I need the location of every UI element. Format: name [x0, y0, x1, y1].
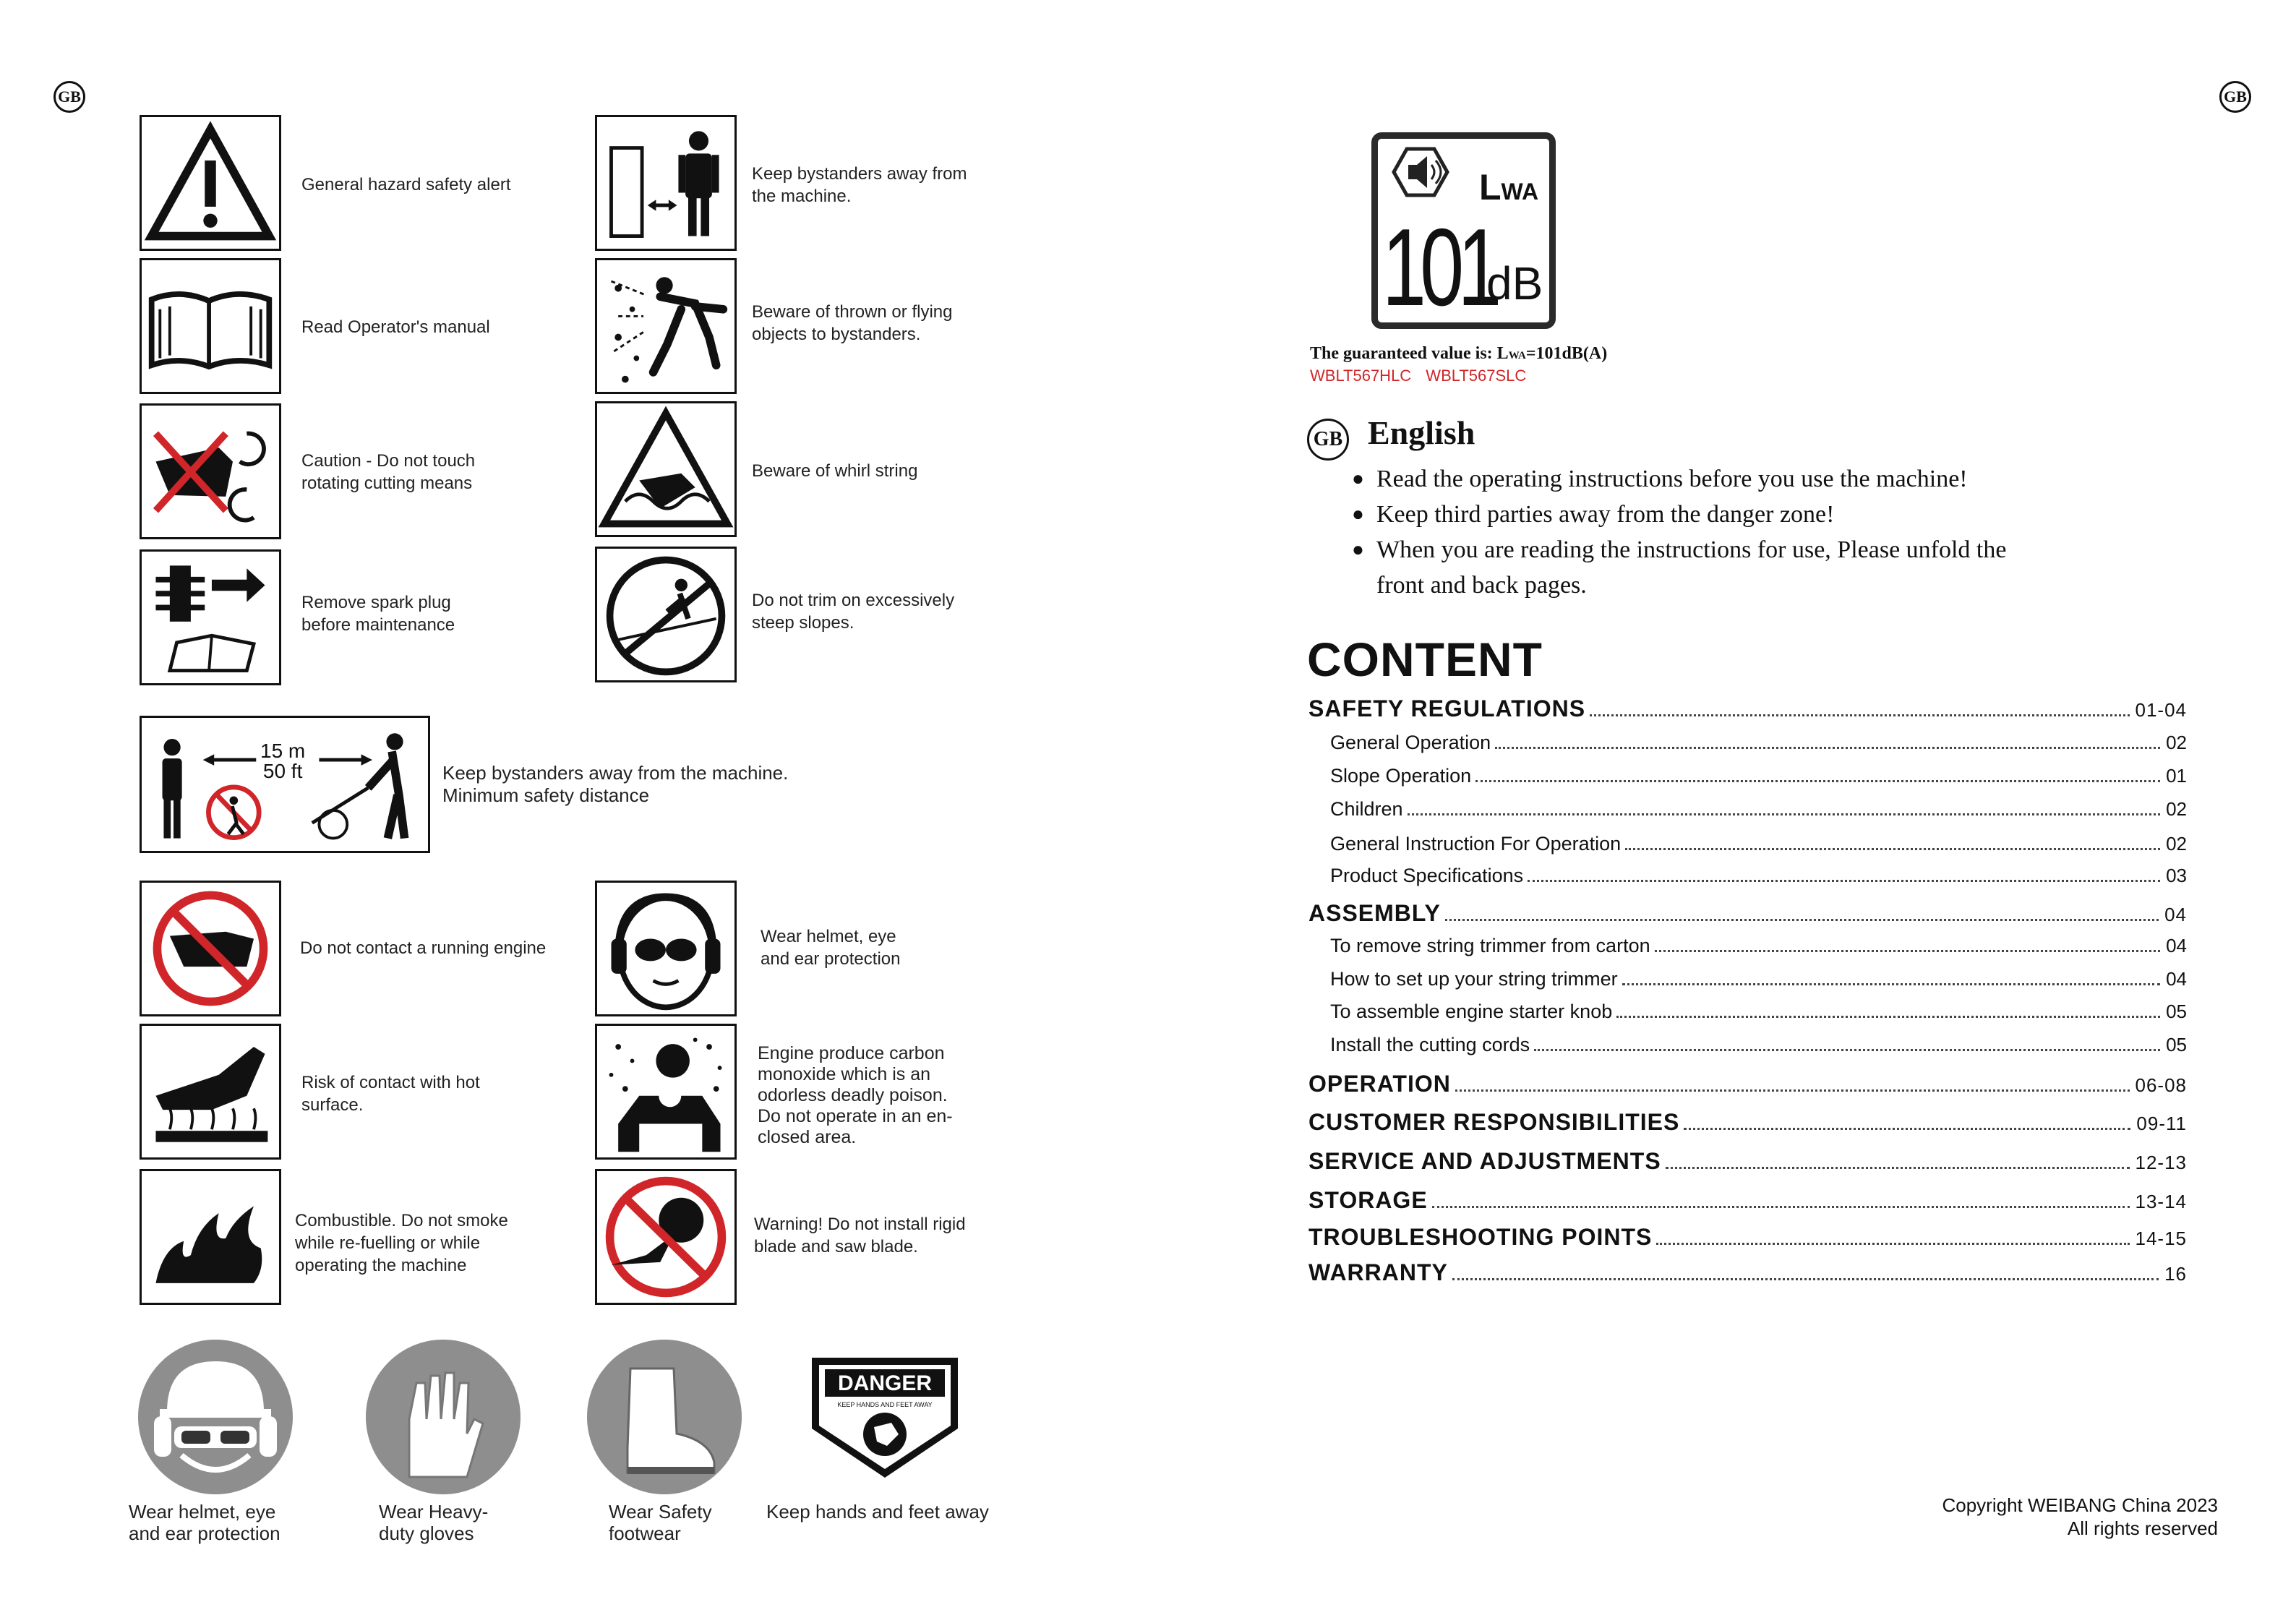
toc-page: 02 [2166, 798, 2187, 820]
toc-row [1308, 900, 2187, 927]
toc-row [1330, 732, 2187, 754]
toc-page: 12-13 [2135, 1152, 2187, 1173]
toc-title: CUSTOMER RESPONSIBILITIES [1308, 1109, 1680, 1135]
bullet-icon: ● [1352, 468, 1364, 490]
toc-page: 01 [2166, 765, 2187, 787]
instruction-item [1352, 532, 2006, 603]
danger-sign-subtitle: KEEP HANDS AND FEET AWAY [837, 1401, 933, 1408]
distance-feet: 50 ft [262, 760, 303, 782]
instruction-text: Read the operating instructions before you use the machine! [1376, 466, 1968, 492]
guaranteed-value [1310, 344, 1607, 364]
instruction-text: Keep third parties away from the danger zone! [1376, 501, 1835, 528]
toc-row [1330, 765, 2187, 787]
noise-level-badge [1371, 132, 1556, 329]
symbol-label: Engine produce carbon monoxide which is an odorless deadly poison. Do not operate in an en- closed area. [758, 1043, 953, 1147]
toc-page: 04 [2166, 968, 2187, 990]
toc-leader [1495, 747, 2160, 749]
language-badge: GB [1307, 419, 1349, 461]
instruction-item [1352, 461, 2006, 497]
gloves-icon [366, 1340, 521, 1494]
instruction-list [1352, 461, 2006, 603]
toc-title: To remove string trimmer from carton [1330, 935, 1650, 956]
symbol-label: General hazard safety alert [301, 175, 511, 194]
toc-title: How to set up your string trimmer [1330, 968, 1618, 990]
toc-row [1308, 1259, 2187, 1286]
toc-title: To assemble engine starter knob [1330, 1001, 1613, 1022]
flying-objects-icon [595, 258, 737, 394]
symbol-label: Remove spark plug before maintenance [301, 593, 455, 635]
toc-page: 09-11 [2136, 1113, 2187, 1134]
toc-row [1308, 695, 2187, 722]
lwa-letter: L [1479, 167, 1502, 207]
gb-badge-right: GB [2219, 81, 2251, 113]
guaranteed-suffix: =101dB(A) [1525, 344, 1608, 363]
ppe-label: Keep hands and feet away [766, 1501, 989, 1523]
toc-leader [1408, 813, 2161, 815]
no-contact-engine-icon [140, 881, 281, 1016]
toc-title: SERVICE AND ADJUSTMENTS [1308, 1148, 1661, 1174]
toc-page: 02 [2166, 732, 2187, 753]
toc-leader [1455, 1089, 2130, 1092]
toc-page: 04 [2164, 904, 2187, 925]
toc-row [1308, 1071, 2187, 1097]
toc-row [1330, 833, 2187, 855]
flame-icon [140, 1169, 281, 1305]
gb-badge-left: GB [53, 81, 85, 113]
symbol-label: Risk of contact with hot surface. [301, 1073, 480, 1115]
lwa-label [1479, 166, 1538, 208]
toc-page: 02 [2166, 833, 2187, 855]
toc-page: 14-15 [2135, 1228, 2187, 1249]
toc-leader [1475, 780, 2160, 782]
toc-row [1330, 865, 2187, 887]
symbol-label: Do not trim on excessively steep slopes. [752, 591, 955, 633]
instruction-item [1352, 497, 2006, 532]
toc-leader [1625, 848, 2160, 850]
toc-page: 05 [2166, 1001, 2187, 1022]
toc-row [1330, 1034, 2187, 1056]
danger-sign-title: DANGER [837, 1371, 933, 1395]
toc-row [1308, 1109, 2187, 1136]
toc-title: Product Specifications [1330, 865, 1524, 886]
symbol-label: Keep bystanders away from the machine. [752, 164, 967, 206]
safety-distance-icon [140, 716, 430, 853]
toc-leader [1452, 1278, 2159, 1280]
toc-leader [1622, 983, 2160, 985]
toc-title: SAFETY REGULATIONS [1308, 695, 1586, 721]
hot-surface-icon [140, 1024, 281, 1160]
lwa-subscript: WA [1501, 179, 1539, 205]
toc-row [1330, 1001, 2187, 1023]
toc-title: General Instruction For Operation [1330, 833, 1622, 855]
ppe-label: Wear helmet, eye and ear protection [129, 1501, 280, 1544]
no-saw-blade-icon [595, 1169, 737, 1305]
toc-title: OPERATION [1308, 1071, 1451, 1097]
toc-leader [1616, 1016, 2160, 1018]
content-title: CONTENT [1307, 633, 1543, 686]
toc-page: 05 [2166, 1034, 2187, 1055]
toc-title: WARRANTY [1308, 1259, 1448, 1285]
spark-plug-icon [140, 549, 281, 685]
symbol-label: Caution - Do not touch rotating cutting means [301, 451, 476, 493]
toc-title: Install the cutting cords [1330, 1034, 1530, 1055]
toc-title: General Operation [1330, 732, 1491, 753]
manual-book-icon [140, 258, 281, 394]
helmet-icon [138, 1340, 293, 1494]
danger-sign-icon [808, 1353, 962, 1482]
symbol-label: Read Operator's manual [301, 317, 490, 337]
toc-title: Slope Operation [1330, 765, 1472, 787]
protection-face-icon [595, 881, 737, 1016]
toc-leader [1684, 1128, 2130, 1130]
guaranteed-subscript: WA [1508, 350, 1526, 361]
toc-page: 01-04 [2135, 699, 2187, 721]
symbol-label: Beware of thrown or flying objects to bystanders. [752, 302, 953, 344]
no-steep-slope-icon [595, 547, 737, 682]
symbol-label: Keep bystanders away from the machine. Minimum safety distance [442, 762, 789, 806]
symbol-label: Beware of whirl string [752, 461, 918, 481]
toc-leader [1656, 1243, 2129, 1245]
toc-page: 13-14 [2135, 1191, 2187, 1212]
model-numbers: WBLT567HLC WBLT567SLC [1310, 367, 1527, 385]
toc-row [1308, 1148, 2187, 1175]
symbol-label: Warning! Do not install rigid blade and saw blade. [754, 1215, 966, 1256]
bystander-icon [595, 115, 737, 251]
copyright: Copyright WEIBANG China 2023 All rights reserved [1942, 1494, 2218, 1539]
bullet-icon: ● [1352, 503, 1364, 526]
toc-leader [1534, 1049, 2160, 1051]
distance-meters: 15 m [260, 740, 306, 762]
toc-leader [1590, 714, 2129, 716]
toc-title: Children [1330, 798, 1403, 820]
ppe-label: Wear Heavy- duty gloves [379, 1501, 489, 1544]
rotating-blade-icon [140, 403, 281, 539]
carbon-monoxide-icon [595, 1024, 737, 1160]
toc-row [1330, 798, 2187, 821]
bullet-icon: ● [1352, 539, 1364, 561]
warning-triangle-icon [140, 115, 281, 251]
toc-row [1308, 1187, 2187, 1214]
toc-row [1330, 968, 2187, 990]
ppe-label: Wear Safety footwear [609, 1501, 712, 1544]
toc-title: STORAGE [1308, 1187, 1428, 1213]
noise-value: 101 [1382, 206, 1496, 329]
toc-page: 06-08 [2135, 1074, 2187, 1096]
toc-row [1330, 935, 2187, 957]
toc-leader [1445, 919, 2159, 921]
language-title: English [1368, 414, 1475, 451]
toc-leader [1528, 880, 2160, 882]
toc-title: ASSEMBLY [1308, 900, 1441, 926]
symbol-label: Combustible. Do not smoke while re-fuelling or while operating the machine [295, 1211, 508, 1275]
toc-leader [1432, 1206, 2130, 1208]
whirl-string-icon [595, 401, 737, 537]
symbol-label: Do not contact a running engine [300, 938, 547, 958]
toc-page: 16 [2164, 1263, 2187, 1285]
boot-icon [587, 1340, 742, 1494]
guaranteed-prefix: The guaranteed value is: L [1310, 344, 1509, 363]
toc-page: 03 [2166, 865, 2187, 886]
instruction-text: When you are reading the instructions for use, Please unfold the front and back pages. [1376, 536, 2007, 599]
toc-leader [1655, 950, 2160, 952]
noise-unit: dB [1486, 257, 1543, 309]
symbol-label: Wear helmet, eye and ear protection [761, 927, 901, 969]
toc-row [1308, 1224, 2187, 1251]
distance-value [260, 741, 305, 781]
toc-title: TROUBLESHOOTING POINTS [1308, 1224, 1653, 1250]
toc-page: 04 [2166, 935, 2187, 956]
toc-leader [1666, 1167, 2130, 1169]
